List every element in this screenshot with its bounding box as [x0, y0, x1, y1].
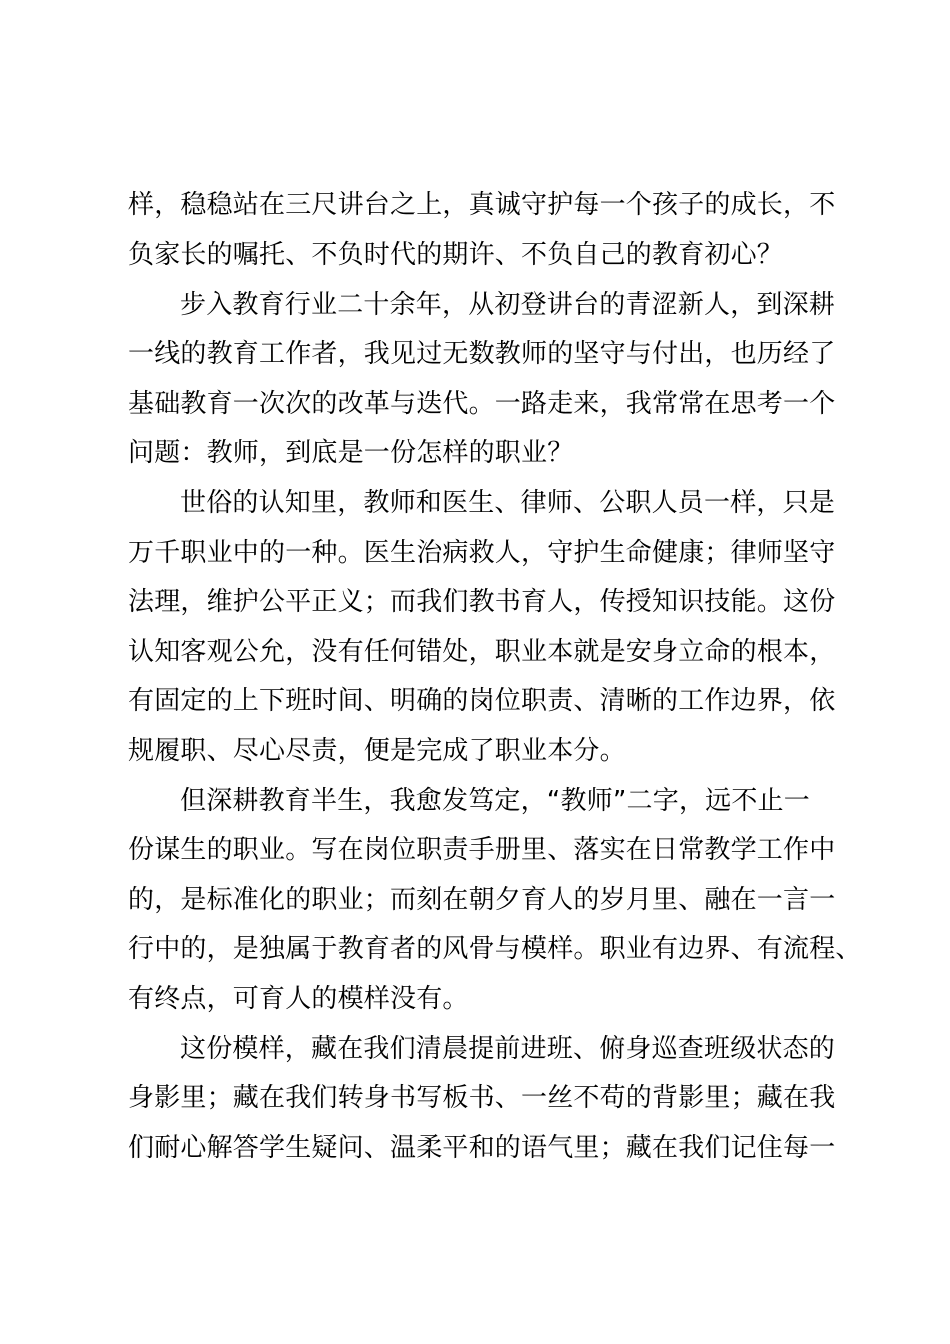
text-line: 基础教育一次次的改革与迭代。一路走来，我常常在思考一个 [128, 389, 836, 419]
text-line: 问题：教师，到底是一份怎样的职业？ [128, 438, 574, 468]
paragraph-first-line: 步入教育行业二十余年，从初登讲台的青涩新人，到深耕 [180, 290, 836, 320]
text-line: 行中的，是独属于教育者的风骨与模样。职业有边界、有流程、 [128, 934, 862, 964]
text-line: 身影里；藏在我们转身书写板书、一丝不苟的背影里；藏在我 [128, 1083, 836, 1113]
text-line: 认知客观公允，没有任何错处，职业本就是安身立命的根本， [128, 637, 836, 667]
paragraph-first-line: 这份模样，藏在我们清晨提前进班、俯身巡查班级状态的 [180, 1034, 836, 1064]
paragraph-first-line: 世俗的认知里，教师和医生、律师、公职人员一样，只是 [180, 488, 836, 518]
text-line: 的，是标准化的职业；而刻在朝夕育人的岁月里、融在一言一 [128, 885, 836, 915]
text-line: 法理，维护公平正义；而我们教书育人，传授知识技能。这份 [128, 587, 836, 617]
text-line: 负家长的嘱托、不负时代的期许、不负自己的教育初心？ [128, 240, 784, 270]
text-line: 份谋生的职业。写在岗位职责手册里、落实在日常教学工作中 [128, 835, 836, 865]
text-line: 规履职、尽心尽责，便是完成了职业本分。 [128, 736, 626, 766]
text-line: 万千职业中的一种。医生治病救人，守护生命健康；律师坚守 [128, 538, 836, 568]
text-line: 样，稳稳站在三尺讲台之上，真诚守护每一个孩子的成长，不 [128, 190, 836, 220]
text-line: 有固定的上下班时间、明确的岗位职责、清晰的工作边界，依 [128, 686, 836, 716]
text-line: 有终点，可育人的模样没有。 [128, 984, 469, 1014]
text-line: 一线的教育工作者，我见过无数教师的坚守与付出，也历经了 [128, 339, 836, 369]
paragraph-first-line: 但深耕教育半生，我愈发笃定，“教师”二字，远不止一 [180, 786, 810, 816]
text-line: 们耐心解答学生疑问、温柔平和的语气里；藏在我们记住每一 [128, 1133, 836, 1163]
